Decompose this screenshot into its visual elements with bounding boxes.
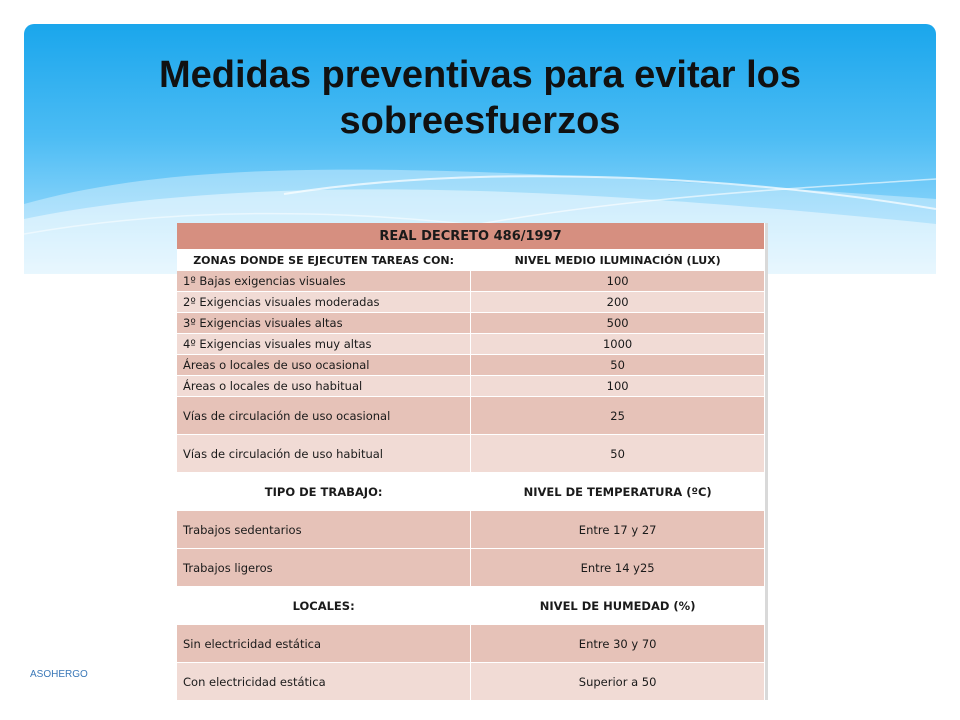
table-title: REAL DECRETO 486/1997: [177, 223, 765, 250]
row-value: 100: [471, 376, 765, 397]
row-value: 50: [471, 355, 765, 376]
temperature-col1-header: TIPO DE TRABAJO:: [177, 473, 471, 511]
row-label: Áreas o locales de uso habitual: [177, 376, 471, 397]
row-label: 3º Exigencias visuales altas: [177, 313, 471, 334]
table-row: [177, 435, 765, 473]
row-value: 1000: [471, 334, 765, 355]
humidity-col1-header: LOCALES:: [177, 587, 471, 625]
row-value: Entre 14 y25: [471, 549, 765, 587]
row-value: 50: [471, 435, 765, 473]
row-value: 100: [471, 271, 765, 292]
table-row: [177, 663, 765, 701]
lighting-col2-header: NIVEL MEDIO ILUMINACIÓN (LUX): [471, 250, 765, 271]
table-row: [177, 397, 765, 435]
slide-title: Medidas preventivas para evitar los sobreesfuerzos: [158, 54, 802, 142]
table-row: [177, 625, 765, 663]
table-shadow: [765, 223, 768, 700]
table-row: [177, 271, 765, 292]
row-label: Trabajos ligeros: [177, 549, 471, 587]
humidity-col2-header: NIVEL DE HUMEDAD (%): [471, 587, 765, 625]
lighting-header-row: [177, 250, 765, 271]
row-value: Entre 30 y 70: [471, 625, 765, 663]
row-value: 200: [471, 292, 765, 313]
row-label: Áreas o locales de uso ocasional: [177, 355, 471, 376]
table-title-row: [177, 223, 765, 250]
temperature-header-row: [177, 473, 765, 511]
table-row: [177, 549, 765, 587]
row-value: Superior a 50: [471, 663, 765, 701]
table-row: [177, 376, 765, 397]
table-row: [177, 313, 765, 334]
lighting-col1-header: ZONAS DONDE SE EJECUTEN TAREAS CON:: [177, 250, 471, 271]
table-row: [177, 292, 765, 313]
row-value: 25: [471, 397, 765, 435]
row-label: 2º Exigencias visuales moderadas: [177, 292, 471, 313]
row-value: 500: [471, 313, 765, 334]
table-row: [177, 511, 765, 549]
humidity-header-row: [177, 587, 765, 625]
row-value: Entre 17 y 27: [471, 511, 765, 549]
regulation-table: [177, 223, 765, 701]
row-label: Vías de circulación de uso habitual: [177, 435, 471, 473]
table-row: [177, 334, 765, 355]
row-label: Sin electricidad estática: [177, 625, 471, 663]
table-row: [177, 355, 765, 376]
row-label: Con electricidad estática: [177, 663, 471, 701]
footer-label: ASOHERGO: [30, 669, 88, 680]
temperature-col2-header: NIVEL DE TEMPERATURA (ºC): [471, 473, 765, 511]
row-label: 1º Bajas exigencias visuales: [177, 271, 471, 292]
row-label: Trabajos sedentarios: [177, 511, 471, 549]
row-label: Vías de circulación de uso ocasional: [177, 397, 471, 435]
row-label: 4º Exigencias visuales muy altas: [177, 334, 471, 355]
